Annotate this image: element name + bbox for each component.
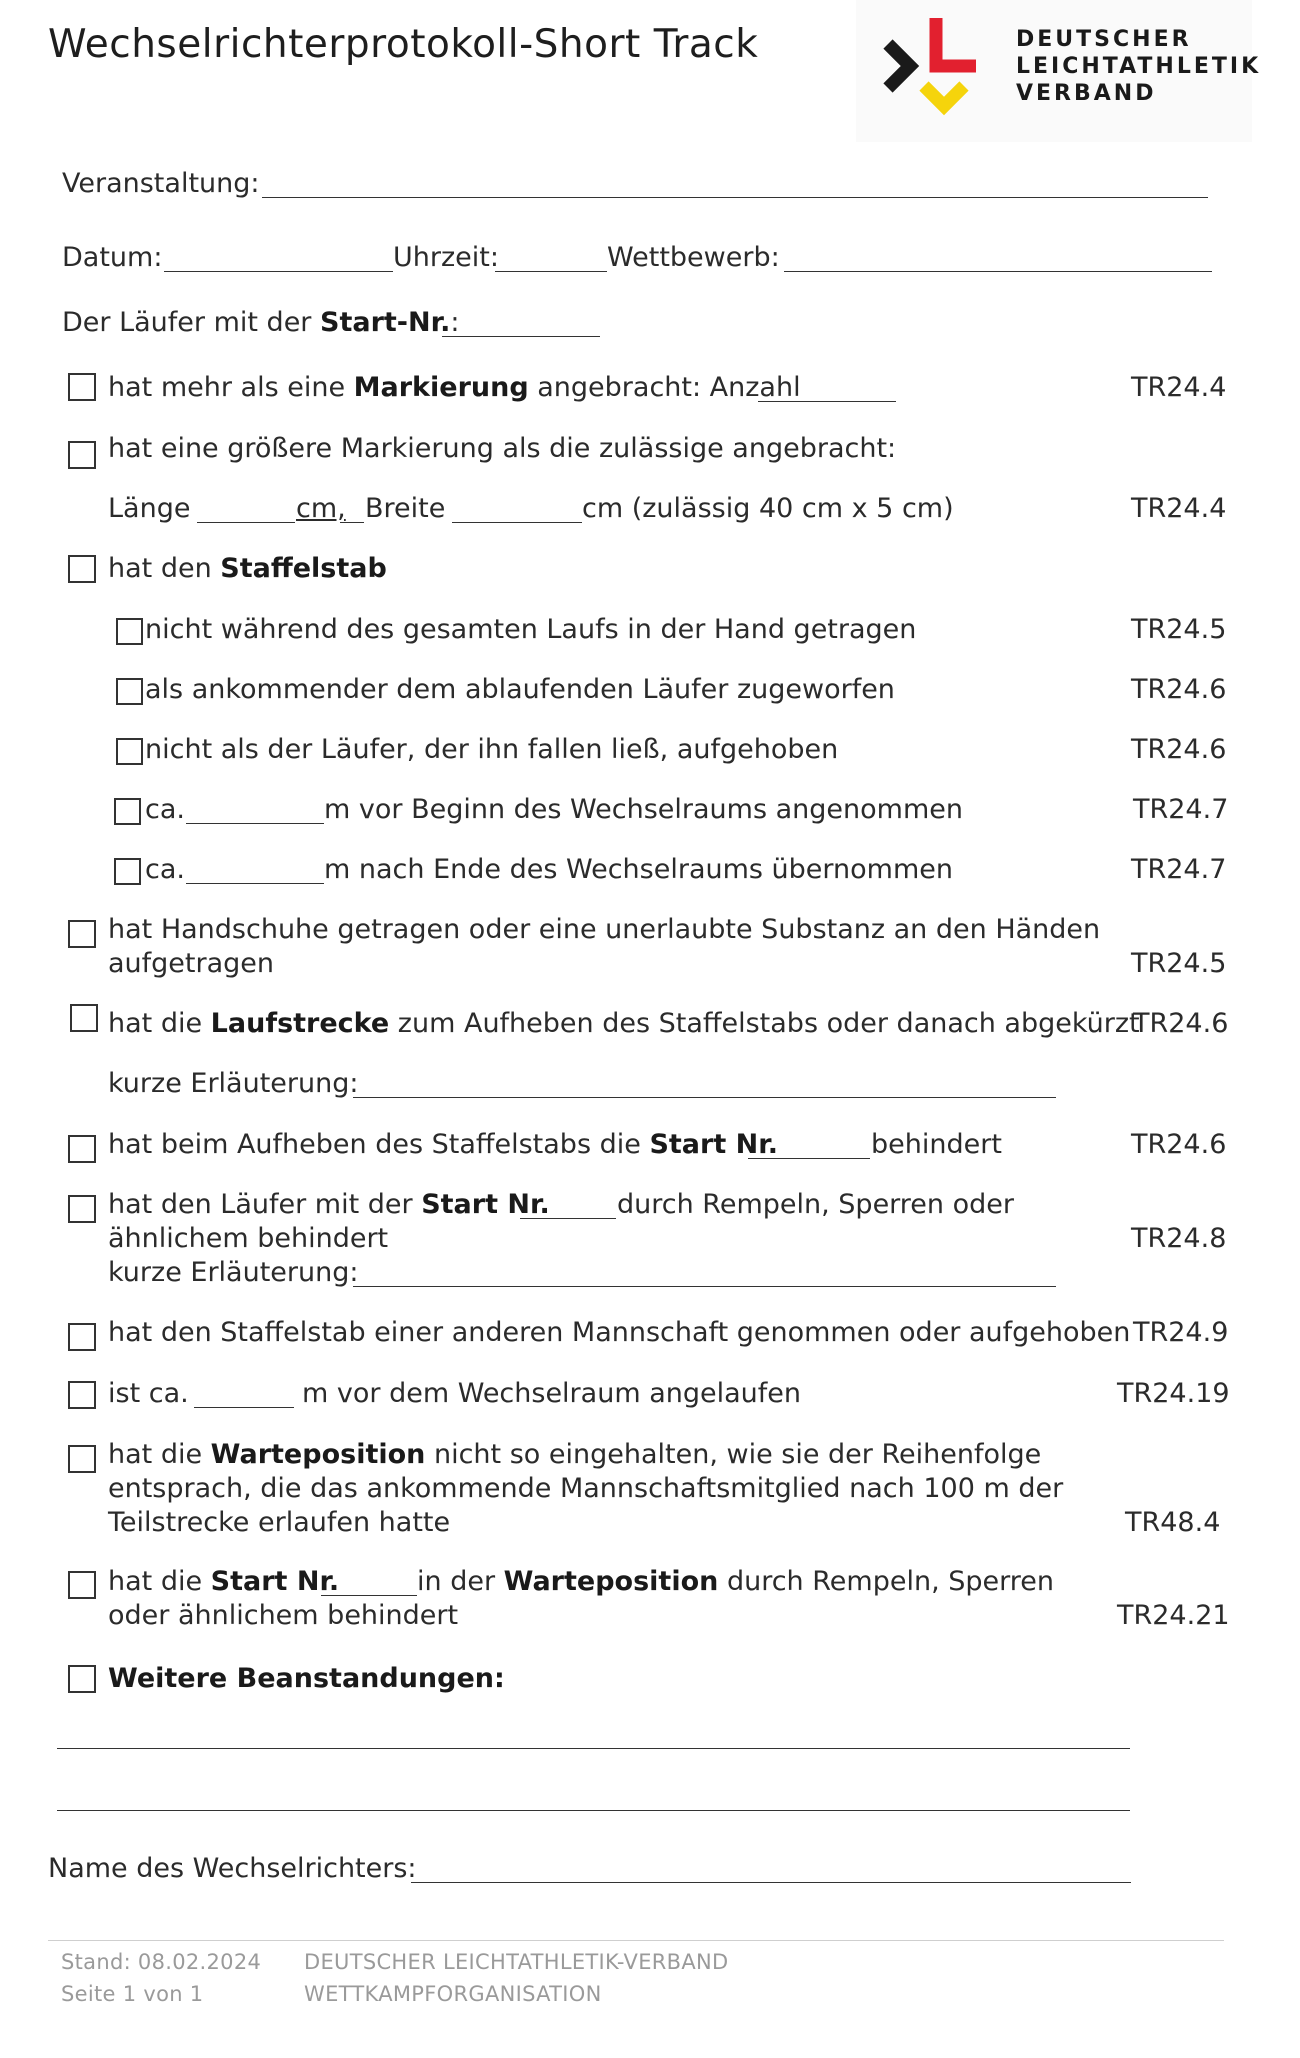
laufstrecke-text: hat die: [108, 1008, 211, 1039]
laufstrecke-bold: Laufstrecke: [210, 1008, 390, 1039]
ref-handschuhe: TR24.5: [1131, 948, 1227, 979]
sub-nicht-getragen: nicht während des gesamten Laufs in der Hand getragen: [145, 614, 917, 645]
laeufer-start-nr-label: Start-Nr.: [320, 307, 451, 338]
checkbox-staffelstab[interactable]: [68, 555, 96, 583]
signature-field[interactable]: [411, 1882, 1131, 1883]
item-markierung: [108, 371, 801, 405]
weitere-field-1[interactable]: [57, 1748, 1130, 1749]
rempeln-text: hat den Läufer mit der: [108, 1189, 422, 1220]
laenge-label: Länge: [108, 493, 191, 524]
warte-rempeln-start-nr-label: Start Nr.: [210, 1566, 340, 1597]
sub-vor-wechselraum: m vor Beginn des Wechselraums angenommen: [324, 794, 963, 825]
laufstrecke-erlaeuterung-field[interactable]: [353, 1097, 1056, 1098]
aufheben-start-nr-field[interactable]: [748, 1158, 870, 1159]
ref-rempeln: TR24.8: [1131, 1223, 1227, 1254]
groessere-markierung-text: hat eine größere Markierung als die zulässige angebracht:: [108, 433, 897, 464]
checkbox-staffelstab-nicht-aufgehoben[interactable]: [116, 738, 143, 765]
checkbox-angelaufen[interactable]: [68, 1381, 96, 1409]
item-warteposition-rempeln: [108, 1565, 339, 1599]
footer-stand: Stand: 08.02.2024: [61, 1950, 262, 1974]
datum-field[interactable]: [164, 271, 393, 272]
ref-nicht-aufgehoben: TR24.6: [1131, 734, 1227, 765]
logo-chevron-black: [888, 44, 910, 88]
checkbox-staffelstab-zugeworfen[interactable]: [116, 678, 143, 705]
uhrzeit-label: Uhrzeit:: [393, 242, 499, 273]
warteposition-bold: Warteposition: [210, 1439, 426, 1470]
datum-row: [62, 241, 162, 275]
warte-rempeln-bold: Warteposition: [503, 1566, 719, 1597]
laufstrecke-erlaeuterung-label: kurze Erläuterung:: [108, 1068, 359, 1099]
markierung-anzahl-label: angebracht: Anzahl: [528, 372, 801, 403]
markierung-text: hat mehr als eine: [108, 372, 354, 403]
sub-nach-wechselraum: m nach Ende des Wechselraums übernommen: [324, 854, 954, 885]
logo-l-red: [936, 18, 976, 66]
checkbox-markierung[interactable]: [68, 373, 96, 401]
item-laufstrecke: [108, 1007, 1140, 1041]
warteposition-line2: entsprach, die das ankommende Mannschaftsmitglied nach 100 m der: [108, 1473, 1064, 1504]
handschuhe-line1: hat Handschuhe getragen oder eine unerlaubte Substanz an den Händen: [108, 914, 1101, 945]
breite-field[interactable]: [452, 522, 582, 523]
item-warteposition: [108, 1438, 1041, 1472]
veranstaltung-field[interactable]: [262, 197, 1208, 198]
breite-label: Breite: [365, 493, 446, 524]
logo-line-3: VERBAND: [1016, 81, 1157, 106]
veranstaltung-row: [62, 167, 260, 201]
dlv-logo: [856, 0, 1262, 142]
weitere-label: Weitere Beanstandungen:: [108, 1663, 505, 1694]
groessere-markierung-masse: [108, 492, 190, 526]
page-title: Wechselrichterprotokoll-Short Track: [48, 22, 759, 67]
aufheben-behindert: behindert: [871, 1129, 1002, 1160]
markierung-anzahl-field[interactable]: [758, 401, 896, 402]
angelaufen-meter-field[interactable]: [194, 1407, 294, 1408]
checkbox-staffelstab-nach-wechselraum[interactable]: [114, 858, 141, 885]
item-angelaufen: m vor dem Wechselraum angelaufen: [302, 1378, 801, 1409]
laufstrecke-text-post: zum Aufheben des Staffelstabs oder danach abgekürzt: [389, 1008, 1140, 1039]
checkbox-weitere[interactable]: [68, 1665, 96, 1693]
aufheben-text: hat beim Aufheben des Staffelstabs die: [108, 1129, 650, 1160]
footer-org-2: WETTKAMPFORGANISATION: [304, 1982, 602, 2006]
checkbox-andere-mannschaft[interactable]: [68, 1323, 96, 1351]
ref-nicht-getragen: TR24.5: [1131, 614, 1227, 645]
item-rempeln: [108, 1188, 550, 1222]
warteposition-text: hat die: [108, 1439, 211, 1470]
rempeln-line2: ähnlichem behindert: [108, 1223, 389, 1254]
sub-zugeworfen: als ankommender dem ablaufenden Läufer zugeworfen: [145, 674, 895, 705]
checkbox-staffelstab-nicht-getragen[interactable]: [116, 618, 143, 645]
ref-warteposition: TR48.4: [1125, 1507, 1221, 1538]
uhrzeit-field[interactable]: [495, 271, 607, 272]
ref-laufstrecke: TR24.6: [1133, 1008, 1229, 1039]
laeufer-label: Der Läufer mit der: [62, 307, 320, 338]
datum-label: Datum:: [62, 242, 163, 273]
checkbox-warteposition[interactable]: [68, 1445, 96, 1473]
ref-markierung: TR24.4: [1131, 372, 1227, 403]
item-angelaufen-ca: ist ca.: [108, 1378, 189, 1409]
sub-vor-wechselraum-ca: ca.: [145, 794, 185, 825]
checkbox-warteposition-rempeln[interactable]: [68, 1571, 96, 1599]
checkbox-staffelstab-vor-wechselraum[interactable]: [114, 798, 141, 825]
rempeln-erlaeuterung-label: kurze Erläuterung:: [108, 1257, 359, 1288]
staffelstab-text: hat den: [108, 553, 221, 584]
wettbewerb-label: Wettbewerb:: [607, 242, 780, 273]
weitere-field-2[interactable]: [57, 1810, 1130, 1811]
staffelstab-bold: Staffelstab: [220, 553, 387, 584]
ref-vor-wechselraum: TR24.7: [1133, 794, 1229, 825]
cm-label: cm,: [296, 493, 346, 524]
checkbox-handschuhe[interactable]: [68, 920, 96, 948]
laenge-field[interactable]: [197, 522, 295, 523]
warte-rempeln-line2: oder ähnlichem behindert: [108, 1600, 459, 1631]
rempeln-erlaeuterung-field[interactable]: [353, 1286, 1056, 1287]
nach-wechselraum-meter-field[interactable]: [186, 883, 324, 884]
ref-warte-rempeln: TR24.21: [1117, 1600, 1230, 1631]
logo-wordmark: [1016, 26, 1261, 107]
checkbox-groessere-markierung[interactable]: [68, 441, 96, 469]
ref-angelaufen: TR24.19: [1117, 1378, 1230, 1409]
item-weitere: [108, 1662, 505, 1696]
item-staffelstab: [108, 552, 387, 586]
footer-divider: [48, 1940, 1224, 1941]
rempeln-start-nr-field[interactable]: [520, 1218, 616, 1219]
checkbox-rempeln[interactable]: [68, 1195, 96, 1223]
rempeln-text-post: durch Rempeln, Sperren oder: [617, 1189, 1014, 1220]
checkbox-laufstrecke[interactable]: [70, 1004, 98, 1032]
warte-rempeln-mid: in der: [417, 1566, 504, 1597]
warte-rempeln-start-nr-field[interactable]: [321, 1595, 417, 1596]
laeufer-row: [62, 306, 459, 340]
dlv-logo-mark: [880, 14, 990, 122]
footer-org-1: DEUTSCHER LEICHTATHLETIK-VERBAND: [304, 1950, 729, 1974]
warteposition-line3: Teilstrecke erlaufen hatte: [108, 1507, 451, 1538]
cm-underline: [340, 522, 364, 523]
vor-wechselraum-meter-field[interactable]: [186, 823, 324, 824]
signature-label: Name des Wechselrichters:: [48, 1853, 417, 1884]
laeufer-colon: :: [450, 307, 460, 338]
ref-groessere-markierung: TR24.4: [1131, 493, 1227, 524]
veranstaltung-label: Veranstaltung:: [62, 168, 260, 199]
sub-nicht-aufgehoben: nicht als der Läufer, der ihn fallen ließ, aufgehoben: [145, 734, 839, 765]
rempeln-start-nr-label: Start Nr.: [421, 1189, 550, 1220]
item-warteposition-rempeln-post: [417, 1565, 1054, 1599]
logo-line-1: DEUTSCHER: [1016, 27, 1192, 52]
zulaessig-label: cm (zulässig 40 cm x 5 cm): [582, 493, 954, 524]
aufheben-start-nr-label: Start Nr.: [649, 1129, 778, 1160]
warte-rempeln-text: hat die: [108, 1566, 211, 1597]
logo-chevron-yellow: [924, 86, 964, 106]
footer-seite: Seite 1 von 1: [61, 1982, 204, 2006]
logo-line-2: LEICHTATHLETIK: [1016, 54, 1262, 79]
sub-nach-wechselraum-ca: ca.: [145, 854, 185, 885]
handschuhe-line2: aufgetragen: [108, 948, 275, 979]
item-andere-mannschaft: hat den Staffelstab einer anderen Mannschaft genommen oder aufgehoben: [108, 1317, 1131, 1348]
ref-nach-wechselraum: TR24.7: [1131, 854, 1227, 885]
ref-aufheben: TR24.6: [1131, 1129, 1227, 1160]
checkbox-aufheben-behindert[interactable]: [68, 1135, 96, 1163]
ref-andere-mannschaft: TR24.9: [1133, 1317, 1229, 1348]
warte-rempeln-text-post: durch Rempeln, Sperren: [718, 1566, 1054, 1597]
ref-zugeworfen: TR24.6: [1131, 674, 1227, 705]
wettbewerb-field[interactable]: [784, 271, 1212, 272]
warteposition-text-post: nicht so eingehalten, wie sie der Reihenfolge: [425, 1439, 1042, 1470]
laeufer-start-nr-field[interactable]: [442, 336, 600, 337]
markierung-bold: Markierung: [353, 372, 529, 403]
item-aufheben: [108, 1128, 778, 1162]
